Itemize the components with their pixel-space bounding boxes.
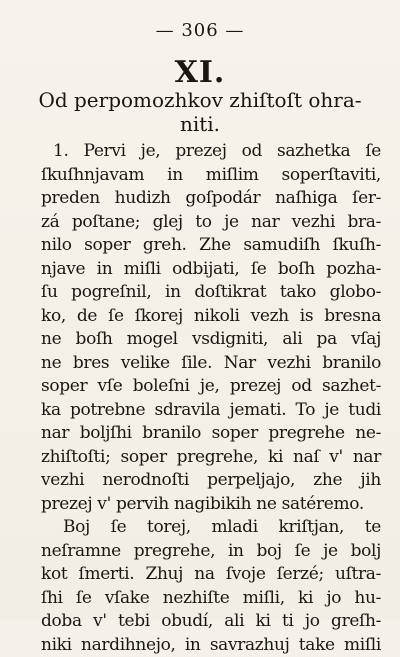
section-title-line-1: Od perpomozhkov zhiſtoſt ohra- [38,88,361,112]
text-line: ko, de ſe ſkorej nikoli vezh is bresna [41,305,381,329]
text-line: kot ſmerti. Zhuj na ſvoje ſerzé; uſtra- [41,563,381,587]
text-line: ne boſh mogel vsdigniti, ali pa vſaj [41,328,381,352]
section-title [0,88,400,136]
text-line: ſkuſhnjavam in miſlim soperſtaviti, [41,164,381,188]
text-line: 1. Pervi je, prezej od sazhetka ſe [41,140,381,164]
section-title-line-2: niti. [0,112,400,136]
text-line: ſu pogreſnil, in doſtikrat tako globo- [41,281,381,305]
text-line: ka potrebne sdravila jemati. To je tudi [41,399,381,423]
text-line: neſramne pregrehe, in boj ſe je bolj [41,540,381,564]
text-line: doba v' tebi obudí, ali ki ti jo greſh- [41,610,381,634]
text-line: nilo soper greh. Zhe samudiſh ſkuſh- [41,234,381,258]
body-text [41,140,381,657]
text-line: Boj ſe torej, mladi kriſtjan, te [41,516,381,540]
text-line: prezej v' pervih nagibikih ne satéremo. [41,493,381,517]
text-line: soper vſe boleſni je, prezej od sazhet- [41,375,381,399]
text-line: nar boljſhi branilo soper pregrehe ne- [41,422,381,446]
text-line: njave in miſli odbijati, ſe boſh pozha- [41,258,381,282]
page-number: — 306 — [0,20,400,41]
text-line: ſhi ſe vſake nezhiſte miſli, ki jo hu- [41,587,381,611]
text-line: ne bres velike ſile. Nar vezhi branilo [41,352,381,376]
chapter-heading: XI. [0,55,400,90]
text-line: preden hudizh goſpodár naſhiga ſer- [41,187,381,211]
text-line: niki nardihnejo, in savrazhuj take miſli [41,634,381,657]
text-line: zá poſtane; glej to je nar vezhi bra- [41,211,381,235]
text-line: zhiſtoſti; soper pregrehe, ki naſ v' nar [41,446,381,470]
text-line: vezhi nerodnoſti perpeljajo, zhe jih [41,469,381,493]
